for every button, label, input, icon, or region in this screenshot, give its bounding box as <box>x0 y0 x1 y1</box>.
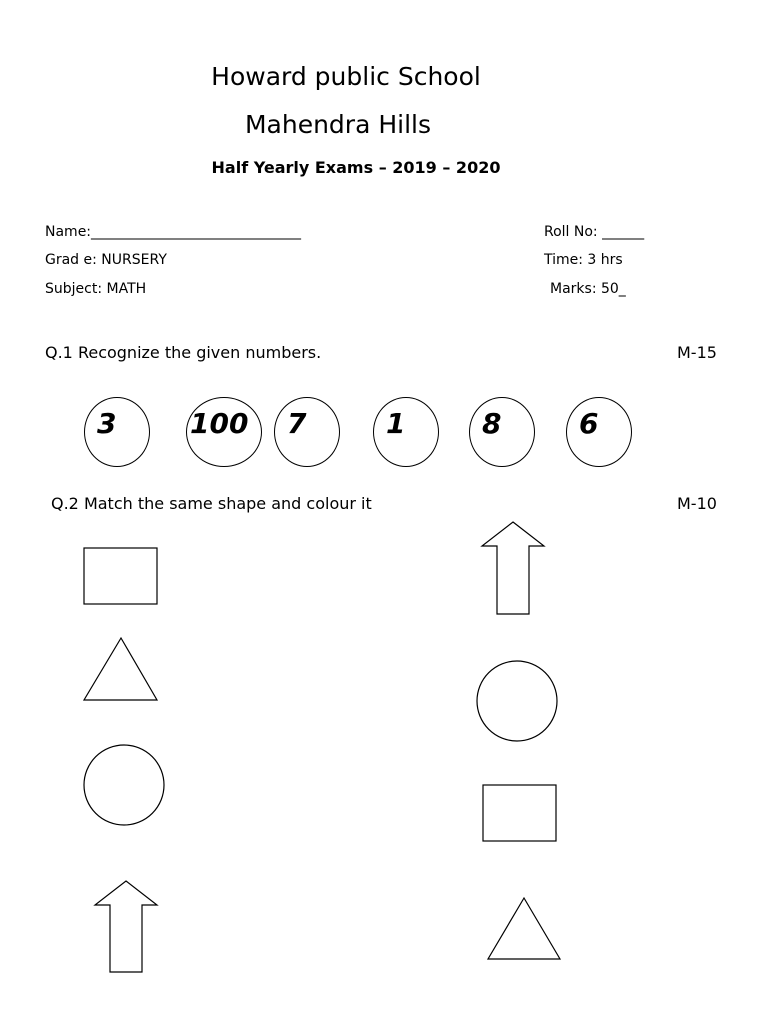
right-circle-shape[interactable] <box>477 661 557 741</box>
question-1: Q.1 Recognize the given numbers. <box>45 343 322 362</box>
left-triangle-shape[interactable] <box>84 638 157 700</box>
marks-label: Marks: 50_ <box>550 281 626 297</box>
roll-no-field: Roll No: ______ <box>544 224 645 240</box>
school-name: Howard public School <box>211 62 481 91</box>
right-arrow-shape[interactable] <box>482 522 544 614</box>
number-label: 6 <box>579 407 599 440</box>
school-location: Mahendra Hills <box>244 110 432 139</box>
number-label: 7 <box>287 407 307 440</box>
subject-label: Subject: MATH <box>45 281 147 297</box>
question-1-marks: M-15 <box>677 343 717 362</box>
number-label: 1 <box>386 407 406 440</box>
question-2: Q.2 Match the same shape and colour it <box>51 494 372 513</box>
number-circle <box>566 397 632 467</box>
number-label: 3 <box>97 407 117 440</box>
right-triangle-shape[interactable] <box>488 898 560 959</box>
number-circle <box>274 397 340 467</box>
number-label: 100 <box>190 407 249 440</box>
left-arrow-shape[interactable] <box>95 881 157 972</box>
exam-title: Half Yearly Exams – 2019 – 2020 <box>211 158 501 177</box>
grade-label: Grad e: NURSERY <box>45 252 167 268</box>
right-rectangle-shape[interactable] <box>483 785 556 841</box>
question-2-marks: M-10 <box>677 494 717 513</box>
left-rectangle-shape[interactable] <box>84 548 157 604</box>
number-circle <box>469 397 535 467</box>
name-field: Name:______________________________ <box>45 224 302 240</box>
number-circle <box>84 397 150 467</box>
left-circle-shape[interactable] <box>84 745 164 825</box>
number-label: 8 <box>482 407 502 440</box>
number-circle <box>373 397 439 467</box>
time-label: Time: 3 hrs <box>544 252 623 268</box>
